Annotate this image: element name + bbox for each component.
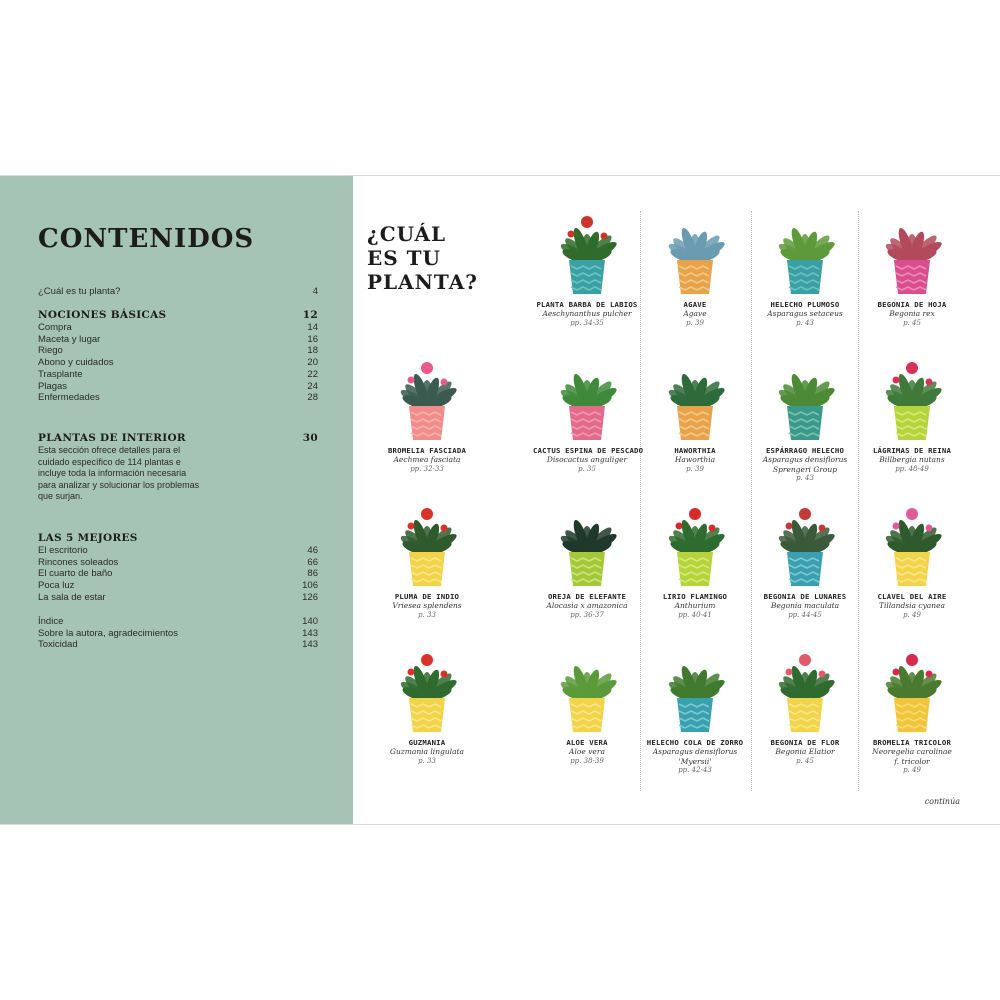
plant-illustration — [537, 198, 637, 298]
plant-illustration — [377, 636, 477, 736]
toc-row[interactable]: Riego 18 — [38, 345, 318, 357]
toc-row[interactable]: El escritorio 46 — [38, 545, 318, 556]
toc-section-heading[interactable]: LAS 5 MEJORES — [38, 532, 138, 544]
plant-name: HELECHO COLA DE ZORRO — [646, 738, 744, 747]
plant-latin-name: Billbergia nutans — [879, 455, 945, 464]
plant-flower — [799, 508, 811, 520]
plant-illustration — [645, 490, 745, 590]
plant-latin-name: Haworthia — [674, 455, 716, 464]
plant-leaves — [667, 518, 727, 556]
plant-illustration — [645, 198, 745, 298]
plants-page-title: ¿CUÁL ES TU PLANTA? — [367, 222, 478, 294]
plant-leaves — [884, 226, 944, 264]
plant-latin-name: Aloe vera — [569, 747, 605, 756]
plant-latin-name: Guzmania lingulata — [389, 747, 465, 756]
toc-row[interactable]: Compra 14 — [38, 322, 318, 333]
plant-illustration — [537, 344, 637, 444]
plant-leaves — [884, 664, 944, 702]
plant-leaves — [777, 372, 837, 410]
plant-card[interactable] — [533, 490, 641, 620]
plant-flower — [799, 654, 811, 666]
toc-row[interactable]: Maceta y lugar 16 — [38, 333, 318, 345]
plant-latin-name: Anthurium — [674, 601, 716, 610]
plant-card[interactable] — [533, 636, 641, 766]
plant-illustration — [755, 198, 855, 298]
plant-leaves — [399, 518, 459, 556]
toc-row[interactable]: Índice 140 — [38, 616, 318, 627]
plant-latin-name: Begonia maculata — [770, 601, 840, 610]
plant-latin-name: Asparagus densiflorus — [762, 455, 848, 464]
plant-illustration — [862, 344, 962, 444]
plant-card[interactable] — [858, 344, 966, 474]
plant-page-ref: pp. 32-33 — [410, 464, 444, 473]
toc-extras — [38, 616, 318, 651]
plant-latin-name-cultivar: f. tricolor — [894, 756, 930, 766]
plant-name: ALOE VERA — [566, 738, 608, 747]
plant-card[interactable] — [533, 198, 641, 328]
plant-card[interactable] — [751, 344, 859, 483]
plant-leaves — [884, 518, 944, 556]
plant-page-ref: p. 39 — [686, 318, 704, 327]
plant-latin-name: Neoregelia carolinae — [872, 747, 952, 756]
plant-page-ref: p. 45 — [796, 756, 814, 765]
toc-section-heading[interactable]: NOCIONES BÁSICAS 12 — [38, 309, 318, 321]
toc-row[interactable]: El cuarto de baño 86 — [38, 568, 318, 580]
plant-page-ref: pp. 44-45 — [788, 610, 822, 619]
plant-name: HELECHO PLUMOSO — [770, 300, 840, 309]
plant-name: BEGONIA DE LUNARES — [763, 592, 847, 601]
toc-row[interactable]: Toxicidad 143 — [38, 639, 318, 651]
plant-leaves — [667, 372, 727, 410]
plant-leaves — [399, 664, 459, 702]
toc-section-top5 — [38, 531, 318, 604]
plant-name: LIRIO FLAMINGO — [662, 592, 728, 601]
plant-latin-name: Tillandsia cyanea — [878, 601, 946, 610]
plant-card[interactable] — [373, 344, 481, 474]
plant-latin-name: Agave — [683, 309, 707, 318]
plant-illustration — [645, 344, 745, 444]
plant-page-ref: p. 33 — [418, 756, 436, 765]
plant-card[interactable] — [641, 636, 749, 775]
plant-name: BROMELIA FASCIADA — [387, 446, 467, 455]
toc-row[interactable]: Enfermedades 28 — [38, 392, 318, 404]
plant-flower — [581, 216, 593, 228]
plant-page-ref: pp. 42-43 — [678, 766, 712, 774]
plant-flower — [421, 654, 433, 666]
plant-leaves — [667, 664, 727, 702]
plant-name: AGAVE — [683, 300, 707, 309]
plant-illustration — [377, 344, 477, 444]
plant-page-ref: p. 39 — [686, 464, 704, 473]
plant-illustration — [537, 636, 637, 736]
plant-name: OREJA DE ELEFANTE — [547, 592, 627, 601]
plant-page-ref: p. 33 — [418, 610, 436, 619]
plant-latin-name-cultivar: 'Myersii' — [678, 756, 712, 766]
plant-card[interactable] — [858, 636, 966, 775]
toc-row[interactable]: Rincones soleados 66 — [38, 556, 318, 568]
plant-flower — [689, 508, 701, 520]
toc-row[interactable]: Abono y cuidados 20 — [38, 357, 318, 369]
continues-label: continúa — [924, 797, 960, 806]
toc-intro — [38, 286, 318, 298]
plant-name: HAWORTHIA — [674, 446, 716, 455]
plant-card[interactable] — [751, 636, 859, 766]
plant-illustration — [537, 490, 637, 590]
plant-leaves — [777, 518, 837, 556]
plant-illustration — [377, 490, 477, 590]
plant-page-ref: pp. 40-41 — [678, 610, 712, 619]
plant-latin-name: Disocactus anguliger — [546, 455, 628, 464]
plant-illustration — [755, 636, 855, 736]
plant-page-ref: pp. 36-37 — [570, 610, 604, 619]
contents-title: CONTENIDOS — [38, 224, 255, 254]
toc-row[interactable]: Plagas 24 — [38, 380, 318, 392]
plant-card[interactable] — [373, 636, 481, 766]
plant-card[interactable] — [373, 490, 481, 620]
toc-section-basics — [38, 308, 318, 404]
plant-flower — [906, 362, 918, 374]
plant-page-ref: p. 45 — [903, 318, 921, 327]
toc-row[interactable]: ¿Cuál es tu planta? 4 — [38, 286, 318, 297]
plants-page — [353, 176, 1000, 824]
plant-card[interactable] — [858, 198, 966, 328]
plant-page-ref: p. 35 — [578, 464, 596, 473]
contents-page — [0, 176, 353, 824]
plant-card[interactable] — [641, 198, 749, 328]
plant-card[interactable] — [751, 490, 859, 620]
plant-name: CACTUS ESPINA DE PESCADO — [533, 446, 644, 455]
plant-page-ref: p. 49 — [903, 610, 921, 619]
plant-name: PLUMA DE INDIO — [394, 592, 460, 601]
plant-latin-name: Begonia Elatior — [775, 747, 835, 756]
plant-page-ref: pp. 48-49 — [895, 464, 929, 473]
plant-illustration — [862, 636, 962, 736]
toc-row[interactable]: Poca luz 106 — [38, 580, 318, 592]
plant-latin-name: Asparagus setaceus — [767, 309, 843, 318]
plant-name: CLAVEL DEL AIRE — [877, 592, 947, 601]
plant-leaves — [777, 664, 837, 702]
plant-page-ref: pp. 38-39 — [570, 756, 604, 765]
plant-leaves — [559, 518, 619, 556]
plant-leaves — [777, 226, 837, 264]
plant-latin-name: Asparagus densiflorus — [652, 747, 738, 756]
plant-card[interactable] — [641, 344, 749, 474]
plant-illustration — [645, 636, 745, 736]
plant-leaves — [559, 664, 619, 702]
plant-illustration — [755, 490, 855, 590]
plant-card[interactable] — [751, 198, 859, 328]
plant-latin-name: Aeschynanthus pulcher — [542, 309, 632, 318]
plant-leaves — [559, 372, 619, 410]
plant-leaves — [667, 226, 727, 264]
toc-section-plants — [38, 431, 318, 503]
plant-leaves — [559, 226, 619, 264]
plant-latin-name: Alocasia x amazonica — [546, 601, 628, 610]
plant-name: LÁGRIMAS DE REINA — [872, 446, 952, 455]
plant-latin-name: Vriesea splendens — [392, 601, 462, 610]
toc-row[interactable]: Sobre la autora, agradecimientos 143 — [38, 627, 318, 639]
plant-name: PLANTA BARBA DE LABIOS — [536, 300, 638, 309]
book-spread — [0, 175, 1000, 825]
plant-flower — [421, 362, 433, 374]
plant-illustration — [862, 198, 962, 298]
toc-row[interactable]: Trasplante 22 — [38, 368, 318, 380]
plant-name: BROMELIA TRICOLOR — [872, 738, 952, 747]
plant-name: GUZMANIA — [408, 738, 446, 747]
plant-card[interactable] — [858, 490, 966, 620]
plant-illustration — [862, 490, 962, 590]
plant-name: BEGONIA DE FLOR — [770, 738, 840, 747]
plant-card[interactable] — [533, 344, 644, 474]
plant-page-ref: p. 43 — [796, 474, 814, 482]
plant-latin-name: Begonia rex — [889, 309, 935, 318]
toc-section-heading[interactable]: PLANTAS DE INTERIOR 30 — [38, 432, 318, 444]
plant-page-ref: pp. 34-35 — [570, 318, 604, 327]
plant-illustration — [755, 344, 855, 444]
plant-leaves — [399, 372, 459, 410]
plant-card[interactable] — [641, 490, 749, 620]
plant-page-ref: p. 49 — [903, 766, 921, 774]
plant-name: ESPÁRRAGO HELECHO — [765, 446, 845, 455]
section-description: Esta sección ofrece detalles para el cuidado específico de 114 plantas e incluye toda la información necesaria para analizar y solucionar los problemas que surjan. — [38, 445, 200, 501]
plant-flower — [906, 508, 918, 520]
toc-row[interactable]: La sala de estar 126 — [38, 591, 318, 603]
plant-name: BEGONIA DE HOJA — [877, 300, 947, 309]
plant-flower — [906, 654, 918, 666]
plant-flower — [421, 508, 433, 520]
plant-latin-name: Aechmea fasciata — [393, 455, 461, 464]
plant-leaves — [884, 372, 944, 410]
plant-page-ref: p. 43 — [796, 318, 814, 327]
plant-latin-name-cultivar: Sprengeri Group — [772, 464, 838, 474]
